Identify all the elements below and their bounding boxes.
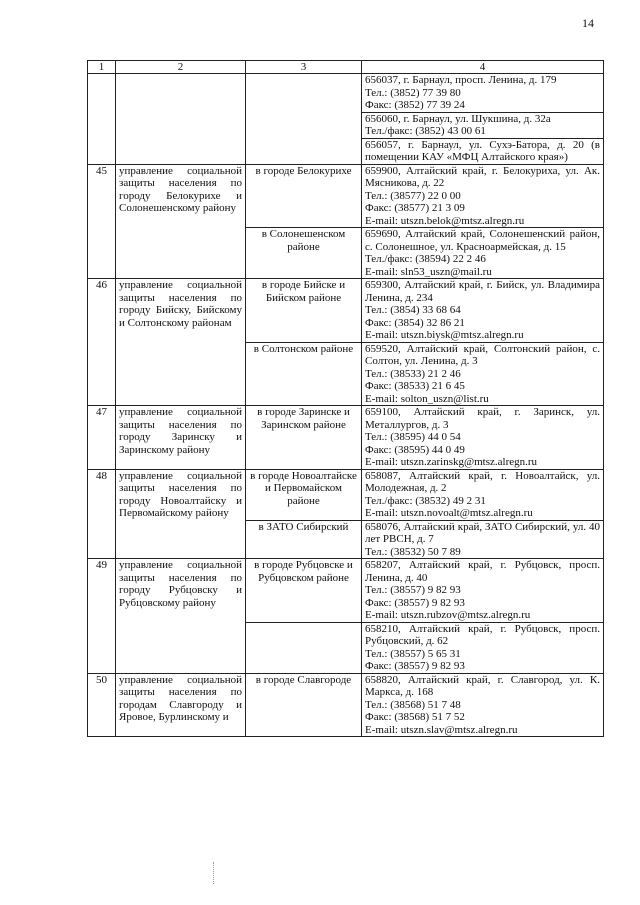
address-line: E-mail: utszn.biysk@mtsz.alregn.ru — [365, 329, 524, 341]
address-line: Факс: (38568) 51 7 52 — [365, 711, 465, 723]
address-cell — [362, 342, 604, 406]
row-number-cell: 45 — [88, 164, 116, 279]
address-line: Тел.: (38532) 50 7 89 — [365, 545, 461, 558]
locality-cell — [246, 74, 362, 165]
locality-cell: в городе Рубцовске и Рубцовском районе — [246, 559, 362, 623]
page-number: 14 — [582, 16, 594, 30]
row-number-cell: 48 — [88, 469, 116, 559]
address-line: Факс: (38557) 9 82 93 — [365, 660, 465, 672]
column-header: 3 — [246, 61, 362, 74]
locality-cell: в городе Новоалтайске и Первомайском районе — [246, 469, 362, 520]
address-line: Тел.: (3854) 33 68 64 — [365, 304, 461, 316]
locality-cell: в Солтонском районе — [246, 342, 362, 406]
row-number-cell — [88, 74, 116, 165]
department-cell — [116, 74, 246, 165]
address-line: 658207, Алтайский край, г. Рубцовск, просп. Ленина, д. 40 — [365, 559, 600, 584]
address-line: Тел.: (38557) 5 65 31 — [365, 647, 461, 660]
locality-cell — [246, 622, 362, 673]
address-cell — [362, 622, 604, 673]
locality-cell: в Солонешенском районе — [246, 228, 362, 279]
address-cell — [362, 74, 604, 113]
address-line: Тел.: (38557) 9 82 93 — [365, 584, 461, 596]
locality-cell: в городе Белокурихе — [246, 164, 362, 228]
locality-cell: в городе Заринске и Заринском районе — [246, 406, 362, 470]
address-line: 659520, Алтайский край, Солтонский район, с. Солтон, ул. Ленина, д. 3 — [365, 342, 600, 367]
address-line: Факс: (3852) 77 39 24 — [365, 99, 465, 111]
table-row — [88, 164, 604, 228]
address-cell — [362, 228, 604, 279]
address-line: Тел.: (38533) 21 2 46 — [365, 367, 461, 380]
department-cell: управление социальной защиты населения по городам Славгороду и Яровое, Бурлинскому и — [116, 673, 246, 737]
address-line: Тел.: (3852) 77 39 80 — [365, 86, 461, 99]
table-row — [88, 673, 604, 737]
address-line: 659690, Алтайский край, Солонешенский район, с. Солонешное, ул. Красноармейская, д. 15 — [365, 228, 600, 253]
column-header: 1 — [88, 61, 116, 74]
address-line: 658210, Алтайский край, г. Рубцовск, просп. Рубцовский, д. 62 — [365, 622, 600, 647]
address-line: 659900, Алтайский край, г. Белокуриха, ул. Ак. Мясникова, д. 22 — [365, 164, 600, 189]
locality-cell: в городе Славгороде — [246, 673, 362, 737]
department-cell: управление социальной защиты населения по городу Новоалтайску и Первомайскому району — [116, 469, 246, 559]
address-cell — [362, 138, 604, 164]
row-number-cell: 49 — [88, 559, 116, 674]
address-cell — [362, 520, 604, 559]
address-line: E-mail: utszn.belok@mtsz.alregn.ru — [365, 214, 525, 227]
column-header: 2 — [116, 61, 246, 74]
table-row — [88, 469, 604, 520]
address-line: Факс: (38557) 9 82 93 — [365, 596, 465, 609]
address-line: E-mail: utszn.novoalt@mtsz.alregn.ru — [365, 507, 533, 519]
address-cell — [362, 279, 604, 343]
address-line: 659300, Алтайский край, г. Бийск, ул. Владимира Ленина, д. 234 — [365, 279, 600, 304]
address-line: Тел./факс: (38532) 49 2 31 — [365, 494, 486, 507]
department-cell: управление социальной защиты населения по городу Белокурихе и Солонешенскому району — [116, 164, 246, 279]
address-line: 656057, г. Барнаул, ул. Сухэ-Батора, д. 20 (в помещении КАУ «МФЦ Алтайского края») — [365, 138, 600, 163]
address-line: E-mail: utszn.zarinskg@mtsz.alregn.ru — [365, 456, 538, 468]
address-line: 658820, Алтайский край, г. Славгород, ул. К. Маркса, д. 168 — [365, 673, 600, 698]
table-row — [88, 559, 604, 623]
address-cell — [362, 559, 604, 623]
row-number-cell: 47 — [88, 406, 116, 470]
address-line: 658087, Алтайский край, г. Новоалтайск, ул. Молодежная, д. 2 — [365, 469, 600, 494]
address-line: Факс: (38577) 21 3 09 — [365, 202, 465, 214]
address-line: E-mail: utszn.rubzov@mtsz.alregn.ru — [365, 609, 531, 621]
address-line: Тел./факс: (3852) 43 00 61 — [365, 125, 486, 137]
address-cell — [362, 406, 604, 470]
table-row — [88, 74, 604, 113]
address-line: Факс: (38533) 21 6 45 — [365, 380, 465, 392]
row-number-cell: 46 — [88, 279, 116, 406]
address-line: E-mail: solton_uszn@list.ru — [365, 392, 489, 405]
address-cell — [362, 673, 604, 737]
locality-cell: в ЗАТО Сибирский — [246, 520, 362, 559]
address-line: Тел.: (38568) 51 7 48 — [365, 698, 461, 711]
table-header-row — [88, 61, 604, 74]
address-cell — [362, 469, 604, 520]
address-line: 656060, г. Барнаул, ул. Шукшина, д. 32а — [365, 112, 551, 125]
scan-artifact — [213, 862, 214, 884]
address-line: Тел.: (38577) 22 0 00 — [365, 189, 461, 202]
table-row — [88, 406, 604, 470]
row-number-cell: 50 — [88, 673, 116, 737]
address-line: Тел.: (38595) 44 0 54 — [365, 431, 461, 443]
address-line: 659100, Алтайский край, г. Заринск, ул. Металлургов, д. 3 — [365, 406, 600, 431]
address-line: 656037, г. Барнаул, просп. Ленина, д. 179 — [365, 74, 557, 86]
address-line: 658076, Алтайский край, ЗАТО Сибирский, ул. 40 лет РВСН, д. 7 — [365, 520, 600, 545]
address-cell — [362, 164, 604, 228]
address-cell — [362, 112, 604, 138]
column-header: 4 — [362, 61, 604, 74]
department-cell: управление социальной защиты населения по городу Рубцовску и Рубцовскому району — [116, 559, 246, 674]
locality-cell: в городе Бийске и Бийском районе — [246, 279, 362, 343]
department-cell: управление социальной защиты населения по городу Заринску и Заринскому району — [116, 406, 246, 470]
table-row — [88, 279, 604, 343]
department-cell: управление социальной защиты населения по городу Бийску, Бийскому и Солтонскому районам — [116, 279, 246, 406]
offices-table — [87, 60, 604, 737]
address-line: Факс: (3854) 32 86 21 — [365, 316, 465, 329]
table-body — [88, 74, 604, 737]
address-line: Тел./факс: (38594) 22 2 46 — [365, 253, 486, 265]
address-line: E-mail: utszn.slav@mtsz.alregn.ru — [365, 723, 518, 736]
address-line: E-mail: sln53_uszn@mail.ru — [365, 265, 492, 278]
address-line: Факс: (38595) 44 0 49 — [365, 443, 465, 456]
